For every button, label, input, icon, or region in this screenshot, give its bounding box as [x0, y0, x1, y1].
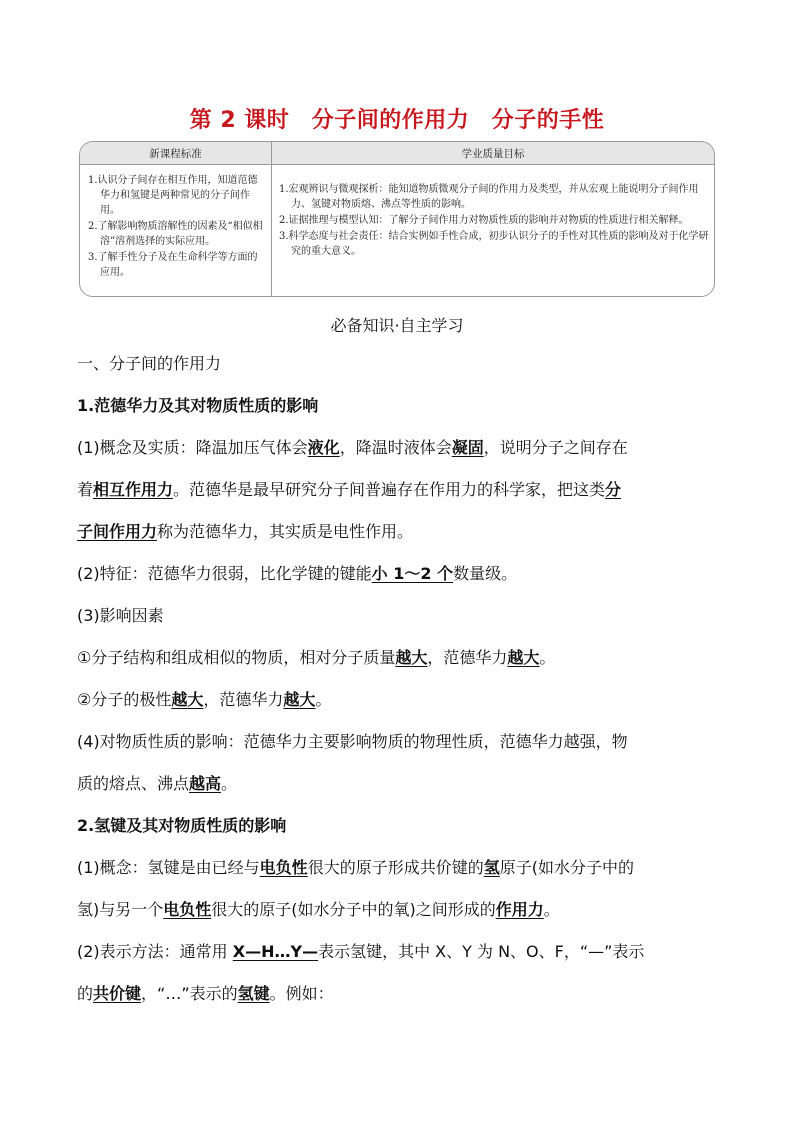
goal-item: 2.证据推理与模型认知：了解分子间作用力对物质性质的影响并对物质的性质进行相关解释。 [279, 215, 689, 226]
goal-item: 1.宏观辨识与微观探析：能知道物质微观分子间的作用力及类型，并从宏观上能说明分子间作用力、氢键对物质熔、沸点等性质的影响。 [279, 184, 699, 210]
paragraph-concept-cont: 着相互作用力。范德华是最早研究分子间普遍存在作用力的科学家，把这类分 [77, 480, 622, 499]
paragraph-hbond-notation: (2)表示方法：通常用 X—H…Y—表示氢键，其中 X、Y 为 N、O、F，“—”表示 [77, 942, 645, 961]
vdw-heading: 1.范德华力及其对物质性质的影响 [77, 396, 319, 415]
page-title: 第 2 课时 分子间的作用力 分子的手性 [189, 108, 605, 133]
standard-item: 2.了解影响物质溶解性的因素及“相似相溶”溶剂选择的实际应用。 [88, 221, 263, 247]
paragraph-hbond-concept: (1)概念：氢键是由已经与电负性很大的原子形成共价键的氢原子(如水分子中的 [77, 858, 634, 877]
standards-table [79, 141, 715, 297]
paragraph-effect-cont: 质的熔点、沸点越高。 [77, 774, 238, 793]
section-heading: 一、分子间的作用力 [77, 354, 222, 373]
section-subtitle: 必备知识·自主学习 [330, 316, 464, 335]
factor-1: ①分子结构和组成相似的物质，相对分子质量越大，范德华力越大。 [77, 648, 556, 667]
standard-item: 1.认识分子间存在相互作用，知道范德华力和氢键是两种常见的分子间作用。 [88, 175, 258, 216]
paragraph-feature: (2)特征：范德华力很弱，比化学键的键能小 1～2 个数量级。 [77, 564, 518, 583]
quality-goal-list [279, 182, 709, 260]
goal-item: 3.科学态度与社会责任：结合实例如手性合成，初步认识分子的手性对其性质的影响及对于化学研究的重大意义。 [279, 231, 709, 257]
paragraph-effect: (4)对物质性质的影响：范德华力主要影响物质的物理性质，范德华力越强，物 [77, 732, 628, 751]
paragraph-hbond-concept-cont: 氢)与另一个电负性很大的原子(如水分子中的氧)之间形成的作用力。 [77, 900, 560, 919]
quality-goal-header: 学业质量目标 [461, 148, 525, 160]
factor-2: ②分子的极性越大，范德华力越大。 [77, 690, 332, 709]
paragraph-hbond-notation-cont: 的共价键，“…”表示的氢键。例如： [77, 984, 334, 1003]
column-divider [271, 142, 272, 296]
standard-item: 3.了解手性分子及在生命科学等方面的应用。 [88, 252, 258, 278]
paragraph-concept: (1)概念及实质：降温加压气体会液化，降温时液体会凝固，说明分子之间存在 [77, 438, 628, 457]
hbond-heading: 2.氢键及其对物质性质的影响 [77, 816, 287, 835]
curriculum-standard-header: 新课程标准 [149, 148, 202, 160]
paragraph-concept-cont2: 子间作用力称为范德华力，其实质是电性作用。 [77, 522, 414, 541]
paragraph-factors: (3)影响因素 [77, 606, 164, 625]
curriculum-standard-list [88, 173, 266, 281]
content-body [77, 343, 722, 1015]
